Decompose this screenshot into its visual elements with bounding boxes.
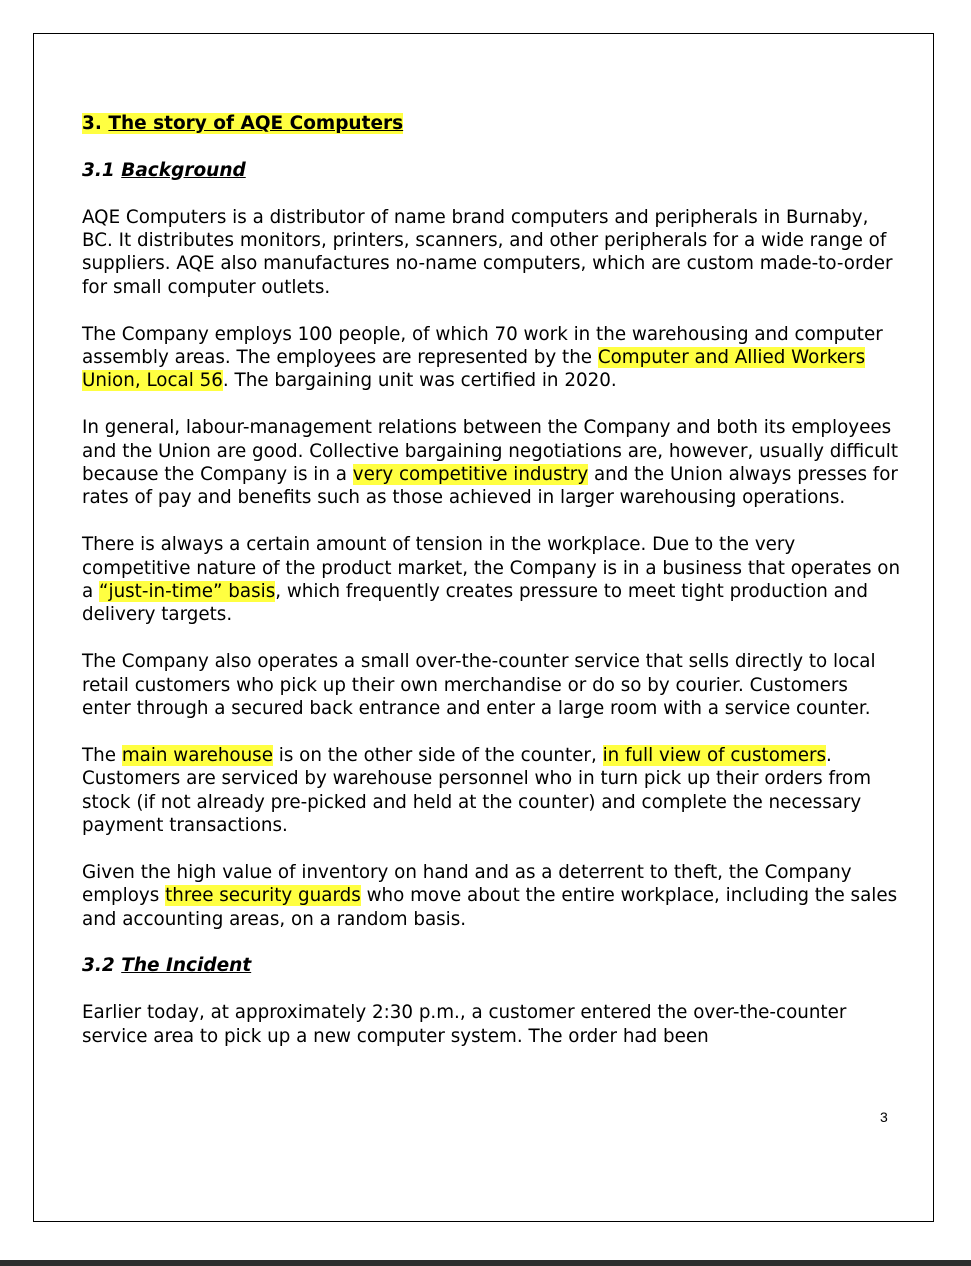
highlighted-text: very competitive industry	[352, 464, 589, 486]
paragraph: The Company employs 100 people, of which 70 work in the warehousing and computer assembly areas. The employees are represented by the Computer and Allied Workers Union, Local 56. The bargaining unit was certified in 2020.	[82, 323, 883, 392]
page-content	[82, 112, 902, 1048]
document-page	[33, 33, 934, 1222]
page-number: 3	[880, 1109, 888, 1125]
highlighted-text: Computer and Allied Workers Union, Local 56	[82, 347, 866, 392]
section-heading	[82, 112, 902, 135]
highlighted-text: “just-in-time” basis	[99, 581, 276, 603]
paragraph: Given the high value of inventory on hand and as a deterrent to theft, the Company employs three security guards who move about the entire workplace, including the sales and accounting areas, on a random basis.	[82, 861, 898, 930]
paragraph: There is always a certain amount of tension in the workplace. Due to the very competitive nature of the product market, the Company is in a business that operates on a “just-in-time” basis, which frequently creates pressure to meet tight production and delivery targets.	[82, 534, 901, 626]
paragraph: In general, labour-management relations between the Company and both its employees and the Union are good. Collective bargaining negotiations are, however, usually difficult because the Company is in a very competitive industry and the Union always presses for rates of pay and benefits such as those achieved in larger warehousing operations.	[82, 417, 899, 509]
subsection-title-incident: The Incident	[121, 955, 252, 977]
paragraph: Earlier today, at approximately 2:30 p.m., a customer entered the over-the-counter service area to pick up a new computer system. The order had been	[82, 1002, 847, 1047]
section-number: 3.	[82, 113, 109, 134]
highlighted-text: in full view of customers	[602, 744, 826, 766]
paragraph: AQE Computers is a distributor of name brand computers and peripherals in Burnaby, BC. It distributes monitors, printers, scanners, and other peripherals for a wide range of suppliers. AQE also manufactures no-name computers, which are custom made-to-order for small computer outlets.	[82, 206, 893, 298]
paragraph: The Company also operates a small over-the-counter service that sells directly to local retail customers who pick up their own merchandise or do so by courier. Customers enter through a secured back entrance and enter a large room with a service counter.	[82, 651, 876, 720]
subsection-heading-incident: 3.2 The Incident	[82, 955, 252, 977]
paragraph: The main warehouse is on the other side of the counter, in full view of customers. Customers are serviced by warehouse personnel who in turn pick up their orders from stock (if not already pre-picked and held at the counter) and complete the necessary payment transactions.	[82, 744, 872, 837]
viewer-bottom-bar	[0, 1260, 971, 1266]
subsection-title-background: Background	[121, 159, 246, 181]
highlighted-text: three security guards	[165, 885, 361, 907]
section-title: The story of AQE Computers	[108, 113, 404, 134]
highlighted-text: main warehouse	[121, 744, 273, 766]
subsection-heading-background: 3.1 Background	[82, 159, 246, 181]
